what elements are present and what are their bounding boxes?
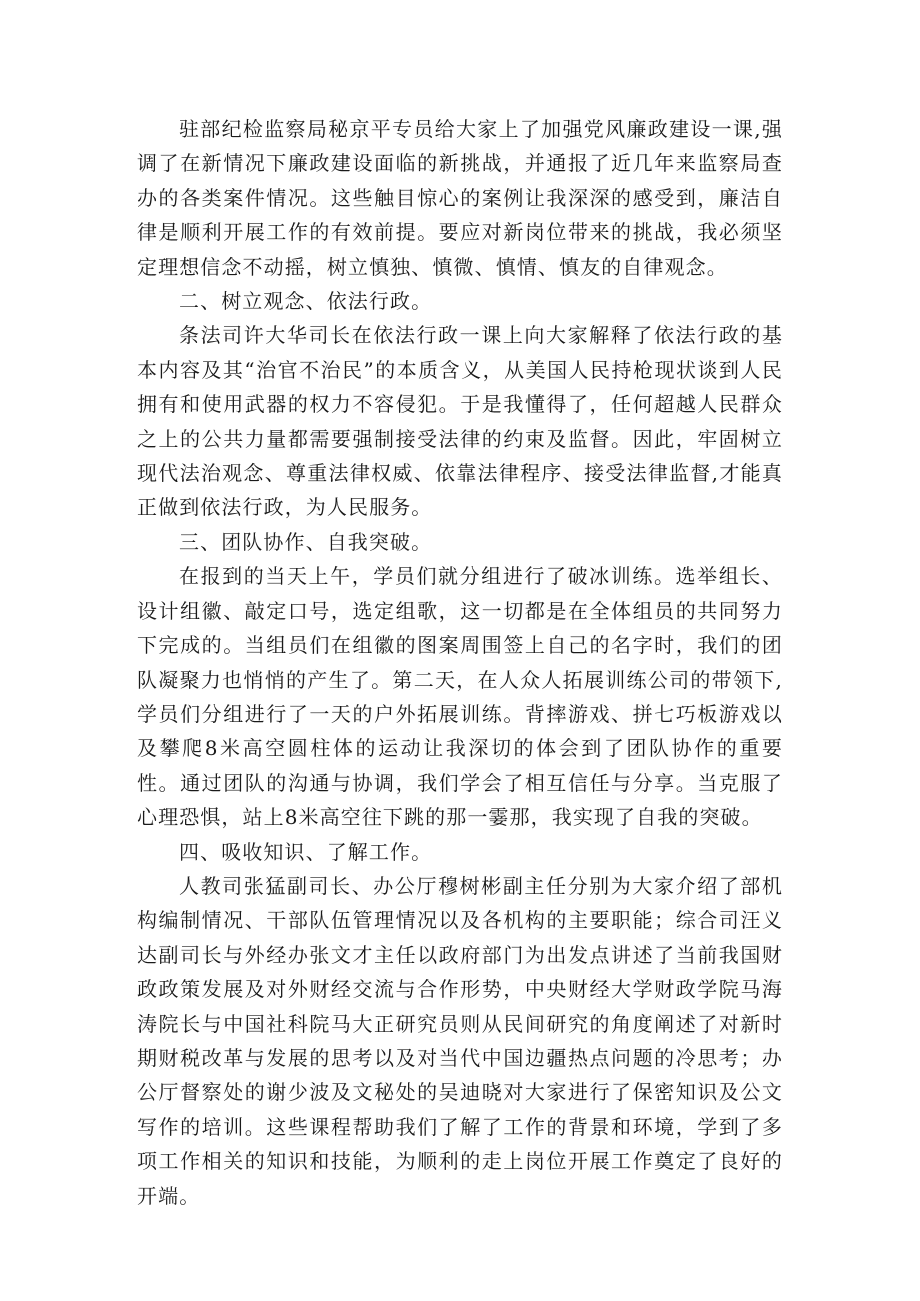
paragraph-discipline: 驻部纪检监察局秘京平专员给大家上了加强党风廉政建设一课,强调了在新情况下廉政建设面临的新挑战，并通报了近几年来监察局查办的各类案件情况。这些触目惊心的案例让我深深的感受到，廉洁自律是顺利开展工作的有效前提。要应对新岗位带来的挑战，我必须坚定理想信念不动摇，树立慎独、慎微、慎情、慎友的自律观念。 — [137, 117, 783, 279]
paragraph-law: 条法司许大华司长在依法行政一课上向大家解释了依法行政的基本内容及其“治官不治民”的本质含义，从美国人民持枪现状谈到人民拥有和使用武器的权力不容侵犯。于是我懂得了，任何超越人民群众之上的公共力量都需要强制接受法律的约束及监督。因此，牢固树立现代法治观念、尊重法律权威、依靠法律程序、接受法律监督,才能真正做到依法行政，为人民服务。 — [137, 323, 783, 520]
document-body — [137, 112, 783, 1213]
paragraph-teamwork: 在报到的当天上午，学员们就分组进行了破冰训练。选举组长、设计组徽、敲定口号，选定组歌，这一切都是在全体组员的共同努力下完成的。当组员们在组徽的图案周围签上自己的名字时，我们的团队凝聚力也悄悄的产生了。第二天，在人众人拓展训练公司的带领下,学员们分组进行了一天的户外拓展训练。背摔游戏、拼七巧板游戏以及攀爬8米高空圆柱体的运动让我深切的体会到了团队协作的重要性。通过团队的沟通与协调，我们学会了相互信任与分享。当克服了心理恐惧，站上8米高空往下跳的那一霎那，我实现了自我的突破。 — [137, 564, 783, 830]
section-heading-knowledge: 四、吸收知识、了解工作。 — [179, 839, 433, 864]
section-heading-teamwork: 三、团队协作、自我突破。 — [179, 529, 433, 554]
section-heading-law: 二、树立观念、依法行政。 — [179, 289, 433, 314]
paragraph-knowledge: 人教司张猛副司长、办公厅穆树彬副主任分别为大家介绍了部机构编制情况、干部队伍管理情况以及各机构的主要职能；综合司汪义达副司长与外经办张文才主任以政府部门为出发点讲述了当前我国财政政策发展及对外财经交流与合作形势，中央财经大学财政学院马海涛院长与中国社科院马大正研究员则从民间研究的角度阐述了对新时期财税改革与发展的思考以及对当代中国边疆热点问题的冷思考；办公厅督察处的谢少波及文秘处的吴迪晓对大家进行了保密知识及公文写作的培训。这些课程帮助我们了解了工作的背景和环境，学到了多项工作相关的知识和技能，为顺利的走上岗位开展工作奠定了良好的开端。 — [137, 873, 783, 1208]
